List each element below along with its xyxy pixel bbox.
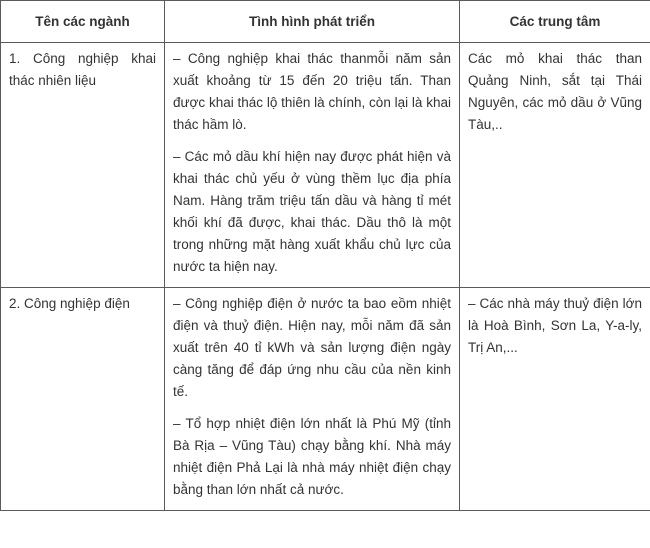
industry-name-text: 1. Công nghiệp khai thác nhiên liệu <box>9 51 156 88</box>
table-row <box>1 288 650 511</box>
table-row <box>1 43 650 288</box>
row-2-development <box>165 288 460 511</box>
row-2-industry-name <box>1 288 165 511</box>
development-paragraph: – Các mỏ dầu khí hiện nay được phát hiện và khai thác chủ yếu ở vùng thềm lục địa phía Nam. Hàng trăm triệu tấn dầu và hàng tỉ mét khối khí đã được, khai thác. Dầu thô là một trong những mặt hàng xuất khẩu chủ lực của nước ta hiện nay. <box>173 149 451 274</box>
development-paragraph: – Tổ hợp nhiệt điện lớn nhất là Phú Mỹ (tỉnh Bà Rịa – Vũng Tàu) chạy bằng khí. Nhà máy nhiệt điện Phả Lại là nhà máy nhiệt điện chạy bằng than lớn nhất cả nước. <box>173 416 451 497</box>
row-2-centers <box>460 288 650 511</box>
header-development: Tình hình phát triển <box>165 1 460 43</box>
row-1-industry-name <box>1 43 165 288</box>
row-1-centers <box>460 43 650 288</box>
table-header-row <box>1 1 650 43</box>
header-industry-name: Tên các ngành <box>1 1 165 43</box>
row-1-development <box>165 43 460 288</box>
centers-text: – Các nhà máy thuỷ điện lớn là Hoà Bình, Sơn La, Y-a-ly, Trị An,... <box>468 296 642 355</box>
development-paragraph: – Công nghiệp điện ở nước ta bao eồm nhiệt điện và thuỷ điện. Hiện nay, mỗi năm đã sản xuất trên 40 tỉ kWh và sản lượng điện ngày càng tăng để đáp ứng nhu cầu của nền kinh tế. <box>173 296 451 399</box>
industry-name-text: 2. Công nghiệp điện <box>9 296 130 311</box>
centers-text: Các mỏ khai thác than Quảng Ninh, sắt tại Thái Nguyên, các mỏ dầu ở Vũng Tàu,.. <box>468 51 642 132</box>
development-paragraph: – Công nghiệp khai thác thanmỗi năm sản xuất khoảng từ 15 đến 20 triệu tấn. Than được khai thác lộ thiên là chính, còn lại là khai thác hầm lò. <box>173 51 451 132</box>
header-centers: Các trung tâm <box>460 1 650 43</box>
